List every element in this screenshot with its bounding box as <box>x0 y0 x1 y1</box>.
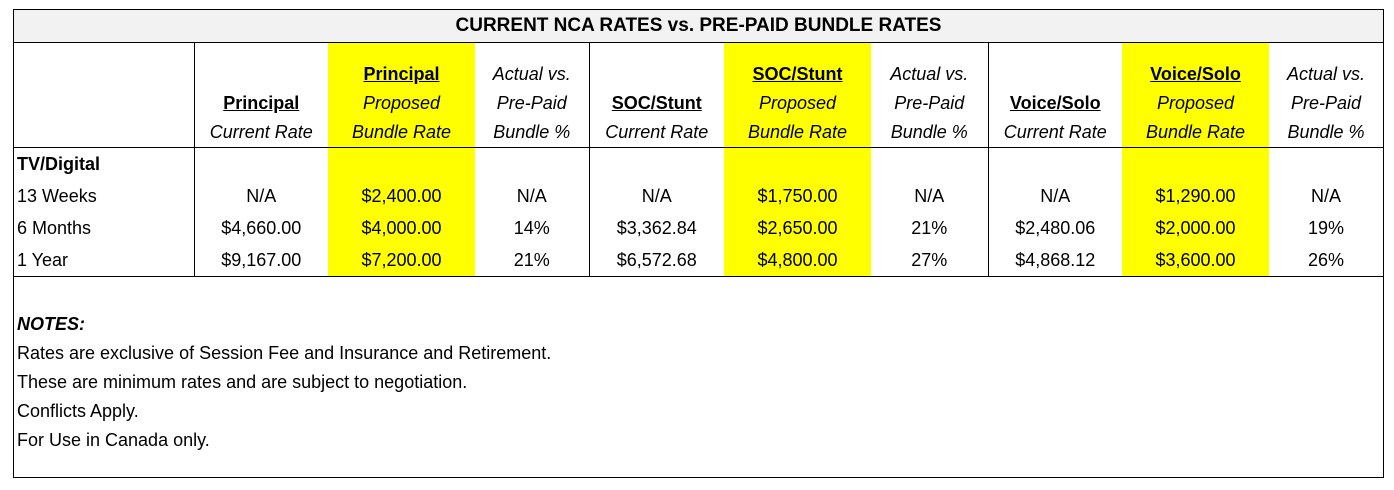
note-line: For Use in Canada only. <box>17 430 210 450</box>
header-principal-actual <box>475 43 589 148</box>
table-cell: 21% <box>871 212 988 244</box>
column-sub-label: Bundle % <box>1287 122 1365 142</box>
table-cell: 14% <box>475 212 589 244</box>
header-soc-actual <box>871 43 988 148</box>
column-sub-label: Actual vs. <box>890 64 969 84</box>
column-sub-label: Bundle Rate <box>747 122 848 142</box>
table-cell: $3,600.00 <box>1122 244 1269 277</box>
column-group-label: Voice/Solo <box>1009 93 1101 113</box>
table-cell: 27% <box>871 244 988 277</box>
column-group-label: Principal <box>223 93 300 113</box>
table-cell: N/A <box>246 185 277 206</box>
header-principal-current <box>194 43 328 148</box>
section-label: TV/Digital <box>14 148 194 181</box>
table-cell: $2,480.06 <box>1015 217 1096 238</box>
column-sub-label: Pre-Paid <box>894 93 965 113</box>
column-sub-label: Bundle % <box>890 122 968 142</box>
table-cell: $2,000.00 <box>1122 212 1269 244</box>
table-cell: 26% <box>1269 244 1383 277</box>
header-soc-proposed <box>724 43 871 148</box>
column-group-label: Voice/Solo <box>1150 64 1241 84</box>
row-label: 6 Months <box>14 212 194 244</box>
header-principal-proposed <box>328 43 475 148</box>
header-soc-current <box>589 43 724 148</box>
table-cell: $9,167.00 <box>194 244 328 277</box>
rates-table <box>14 43 1383 277</box>
table-cell: 21% <box>475 244 589 277</box>
table-cell: $2,400.00 <box>328 180 475 212</box>
column-sub-label: Proposed <box>362 93 441 113</box>
notes-heading: NOTES: <box>17 314 86 334</box>
table-cell: $1,750.00 <box>724 180 871 212</box>
header-voice-actual <box>1269 43 1383 148</box>
column-sub-label: Actual vs. <box>1286 64 1366 84</box>
table-cell: $4,868.12 <box>988 244 1122 277</box>
table-cell: $3,362.84 <box>616 217 697 238</box>
table-cell: $1,290.00 <box>1122 180 1269 212</box>
note-line: Conflicts Apply. <box>17 401 139 421</box>
sheet-title: CURRENT NCA RATES vs. PRE-PAID BUNDLE RATES <box>14 10 1383 43</box>
table-row <box>14 180 1383 212</box>
column-sub-label: Pre-Paid <box>1290 93 1362 113</box>
column-sub-label: Bundle Rate <box>1145 122 1246 142</box>
table-cell: N/A <box>641 185 672 206</box>
header-corner <box>14 43 194 148</box>
rates-sheet <box>13 9 1384 478</box>
table-cell: $4,800.00 <box>724 244 871 277</box>
section-row <box>14 148 1383 181</box>
table-cell: $4,000.00 <box>328 212 475 244</box>
column-sub-label: Proposed <box>1156 93 1235 113</box>
column-group-label: SOC/Stunt <box>611 93 702 113</box>
table-cell: N/A <box>1310 185 1341 206</box>
column-sub-label: Bundle % <box>493 122 571 142</box>
column-sub-label: Current Rate <box>605 122 709 142</box>
column-group-label: Principal <box>363 64 440 84</box>
table-cell: N/A <box>1040 185 1071 206</box>
table-cell: N/A <box>475 180 589 212</box>
note-line: Rates are exclusive of Session Fee and Insurance and Retirement. <box>17 343 552 363</box>
header-voice-proposed <box>1122 43 1269 148</box>
notes-section <box>17 310 551 455</box>
header-row <box>14 43 1383 148</box>
table-cell: N/A <box>871 180 988 212</box>
column-group-label: SOC/Stunt <box>752 64 843 84</box>
note-line: These are minimum rates and are subject to negotiation. <box>17 372 468 392</box>
header-voice-current <box>988 43 1122 148</box>
column-sub-label: Actual vs. <box>492 64 571 84</box>
table-cell: 19% <box>1307 217 1345 238</box>
column-sub-label: Current Rate <box>1003 122 1107 142</box>
row-label: 13 Weeks <box>14 180 194 212</box>
column-sub-label: Proposed <box>758 93 837 113</box>
row-label: 1 Year <box>14 244 194 277</box>
table-cell: $2,650.00 <box>724 212 871 244</box>
column-sub-label: Bundle Rate <box>351 122 452 142</box>
table-cell: $6,572.68 <box>589 244 724 277</box>
table-cell: $7,200.00 <box>328 244 475 277</box>
table-row <box>14 212 1383 244</box>
column-sub-label: Pre-Paid <box>496 93 567 113</box>
column-sub-label: Current Rate <box>209 122 313 142</box>
table-row <box>14 244 1383 277</box>
table-cell: $4,660.00 <box>221 217 302 238</box>
